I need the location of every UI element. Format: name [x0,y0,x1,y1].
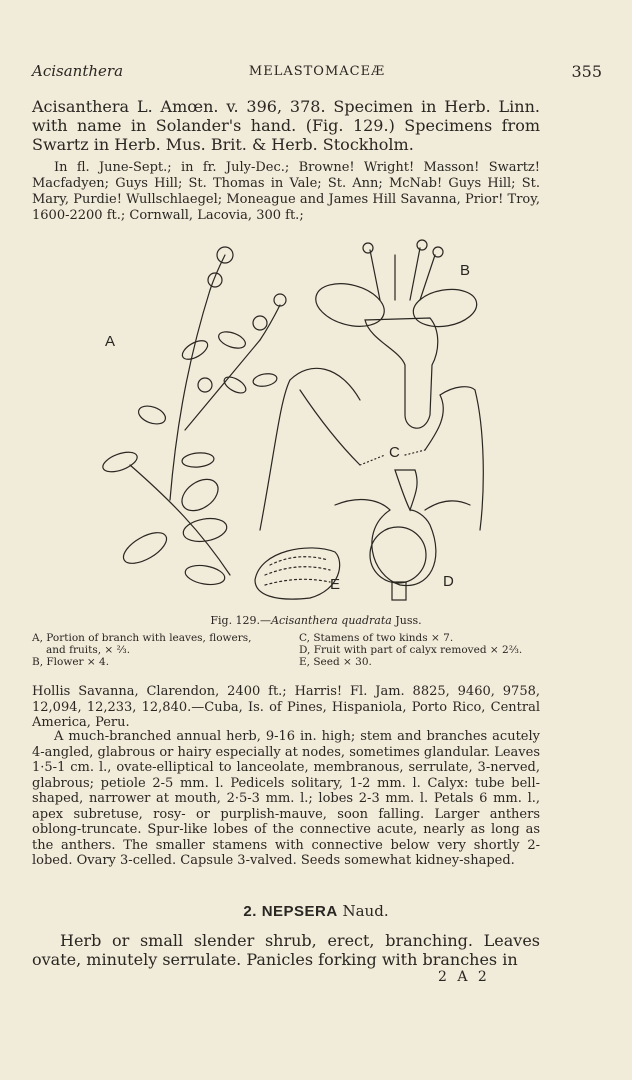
running-head [32,62,602,82]
distribution-paragraph: Hollis Savanna, Clarendon, 2400 ft.; Harris! Fl. Jam. 8825, 9460, 9758, 12,094, 12,233, 12,840.—Cuba, Is. of Pines, Hispaniola, Porto Rico, Central America, Peru. [32,684,540,730]
figure-caption-species: Acisanthera quadrata [271,614,392,627]
seed-drawing-e [255,548,340,599]
legend-d: D, Fruit with part of calyx removed × 2⅔. [299,644,523,656]
legend-c: C, Stamens of two kinds × 7. [299,632,454,644]
figure-caption [0,614,632,627]
running-head-family: MELASTOMACEÆ [248,64,386,79]
legend-a-line2: and fruits, × ⅔. [46,644,131,656]
figure-caption-prefix: Fig. 129.— [210,614,272,627]
section-number: 2. [243,903,257,920]
intro-paragraph: Acisanthera L. Amœn. v. 396, 378. Specimen in Herb. Linn. with name in Solander's hand. (Fig. 129.) Specimens from Swartz in Herb. Mus. Brit. & Herb. Stockholm. [32,97,540,154]
legend-b: B, Flower × 4. [32,656,110,668]
legend-e: E, Seed × 30. [299,656,372,668]
page-number: 355 [571,62,602,81]
section-genus: NEPSERA [261,903,338,920]
running-head-genus: Acisanthera [32,62,124,80]
legend-a-line1: A, Portion of branch with leaves, flowers, [32,632,252,644]
figure-label-d: D [443,573,454,590]
figure-label-c: C [389,444,400,461]
section-author: Naud. [337,902,389,920]
genus-description: Herb or small slender shrub, erect, branching. Leaves ovate, minutely serrulate. Panicles forking with branches in [32,931,540,969]
branch-drawing-a [100,247,286,587]
figure-label-b: B [460,262,471,279]
botanical-figure [60,230,580,610]
figure-label-e: E [330,576,341,593]
flower-drawing-b [311,240,480,428]
plant-illustration [60,230,580,610]
figure-caption-author: Juss. [391,614,422,627]
localities-paragraph: In fl. June-Sept.; in fr. July-Dec.; Browne! Wright! Masson! Swartz! Macfadyen; Guys Hill; St. Thomas in Vale; St. Ann; McNab! Guys Hill; St. Mary, Purdie! Wullschlaegel; Moneague and James Hill Savanna, Prior! Troy, 1600-2200 ft.; Cornwall, Lacovia, 300 ft.; [32,160,540,223]
stamen-drawing-c [260,368,483,530]
section-heading [0,902,632,920]
figure-label-a: A [105,333,116,350]
description-paragraph: A much-branched annual herb, 9-16 in. high; stem and branches acutely 4-angled, glabrous or hairy especially at nodes, sometimes glandular. Leaves 1·5-1 cm. l., ovate-elliptical to lanceolate, membranous, serrulate, 3-nerved, glabrous; petiole 2-5 mm. l. Pedicels solitary, 1-2 mm. l. Calyx: tube bell-shaped, narrower at mouth, 2·5-3 mm. l.; lobes 2-3 mm. l. Petals 6 mm. l., apex subretuse, rosy- or purplish-mauve, soon falling. Larger anthers oblong-truncate. Spur-like lobes of the connective acute, nearly as long as the anthers. The smaller stamens with connective below very shortly 2-lobed. Ovary 3-celled. Capsule 3-valved. Seeds somewhat kidney-shaped. [32,729,540,868]
printer-signature: 2 A 2 [438,969,490,985]
